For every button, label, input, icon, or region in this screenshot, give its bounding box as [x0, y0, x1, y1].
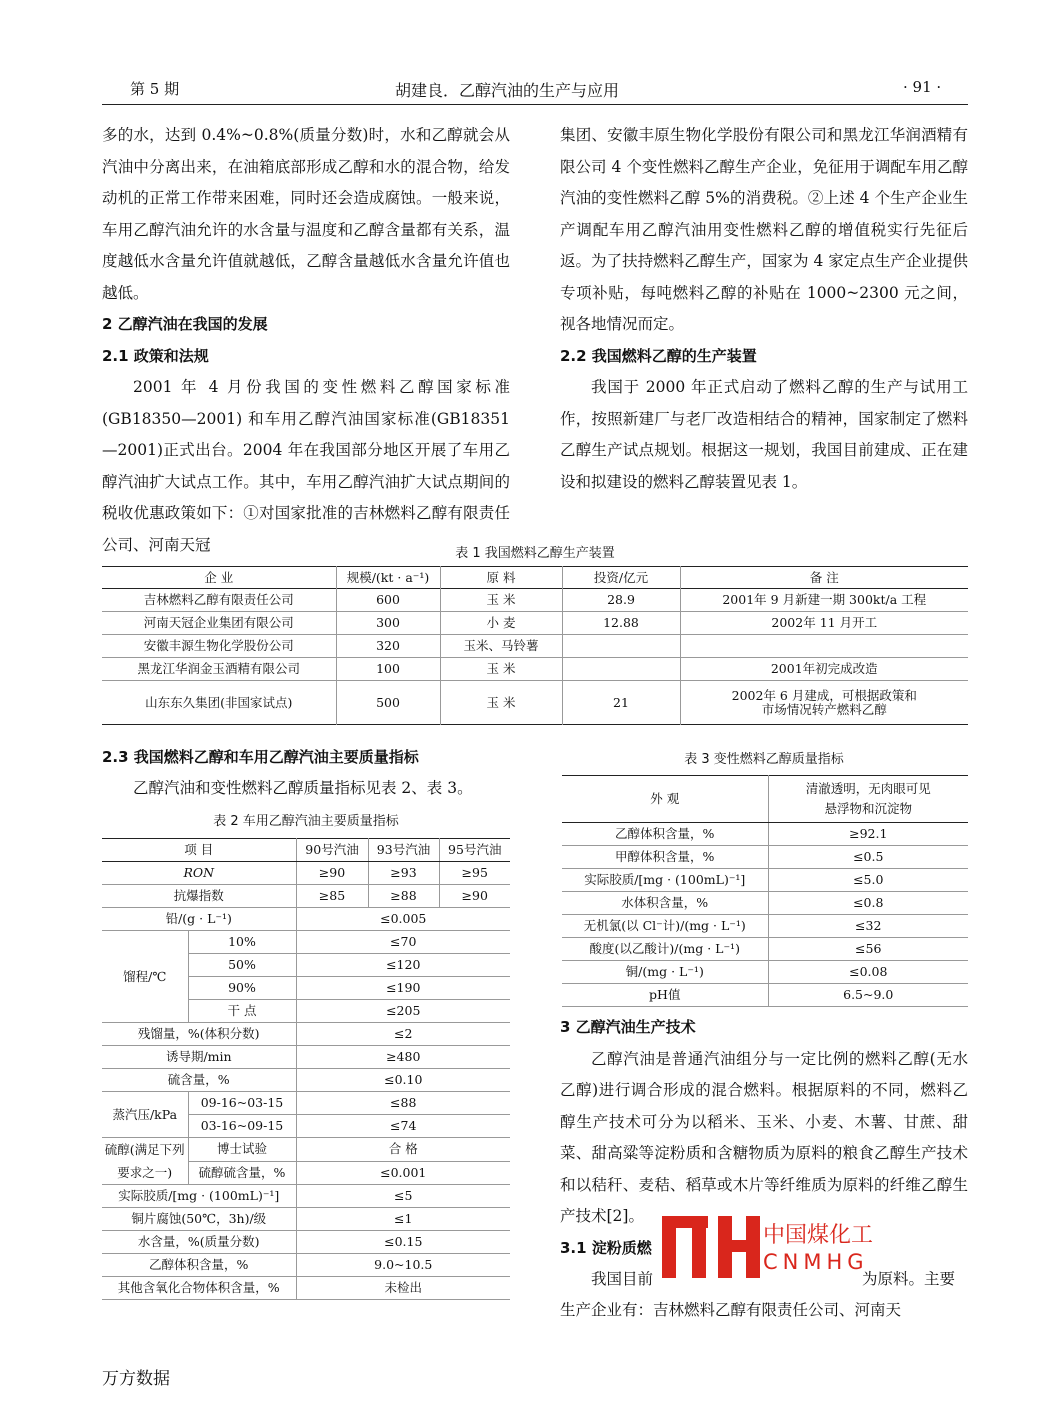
- watermark-logo: [658, 1214, 888, 1284]
- table-cell: 蒸汽压/kPa: [102, 1092, 188, 1138]
- table-cell: 黑龙江华润金玉酒精有限公司: [137, 661, 300, 676]
- table-row: [102, 635, 968, 658]
- paragraph-tax-policy: 集团、安徽丰原生物化学股份有限公司和黑龙江华润酒精有限公司 4 个变性燃料乙醇生产企业，免征用于调配车用乙醇汽油的变性燃料乙醇 5%的消费税。②上述 4 个生产企业生产调配车用乙醇汽油用变性燃料乙醇的增值税实行先征后返。为了扶持燃料乙醇生产，国家为 4 家定点生产企业提供专项补贴，每吨燃料乙醇的补贴在 1000~2300 元之间，视各地情况而定。: [560, 126, 968, 333]
- section-3-1-title: 3.1 淀粉质燃: [560, 1238, 652, 1257]
- table-cell: ≥93: [368, 862, 439, 885]
- section-2-title: 2 乙醇汽油在我国的发展: [102, 315, 268, 333]
- table-cell: 硫醇硫含量，%: [188, 1161, 296, 1185]
- table-row: [562, 984, 968, 1007]
- footer-source: 万方数据: [102, 1369, 170, 1389]
- table-cell: 玉 米: [440, 658, 562, 681]
- table-cell: 甲醇体积含量，%: [562, 846, 768, 869]
- table-cell: 合 格: [296, 1138, 510, 1162]
- table-cell: 300: [336, 612, 440, 635]
- table1-header: 投资/亿元: [562, 567, 680, 589]
- table-row: [102, 1023, 510, 1046]
- table-row: [102, 885, 510, 908]
- table-row: [102, 1254, 510, 1277]
- section-3-title: 3 乙醇汽油生产技术: [560, 1018, 696, 1036]
- table-cell: ≤0.10: [296, 1069, 510, 1092]
- table-cell: 乙醇体积含量，%: [562, 823, 768, 846]
- table-cell: ≥90: [439, 885, 510, 908]
- table-cell: [562, 635, 680, 658]
- table-cell: 硫醇(满足下列要求之一): [102, 1138, 188, 1185]
- table-cell: 硫含量，%: [102, 1069, 296, 1092]
- table2-caption: 表 2 车用乙醇汽油主要质量指标: [213, 814, 399, 829]
- table-row: [562, 776, 968, 823]
- table-cell: ≥92.1: [768, 823, 968, 846]
- table-cell: 铜/(mg · L⁻¹): [562, 961, 768, 984]
- table-cell: [562, 658, 680, 681]
- table-row: [102, 908, 510, 931]
- table-cell: 其他含氧化合物体积含量，%: [102, 1277, 296, 1300]
- table3: [562, 775, 968, 1007]
- table-cell: ≥90: [296, 862, 368, 885]
- section-2-2-title: 2.2 我国燃料乙醇的生产装置: [560, 346, 757, 365]
- table-cell: ≤56: [768, 938, 968, 961]
- table-cell: 实际胶质/[mg · (100mL)⁻¹]: [562, 869, 768, 892]
- table-cell: ≤120: [296, 954, 510, 977]
- table-cell: 100: [336, 658, 440, 681]
- running-title: 胡建良．乙醇汽油的生产与应用: [395, 81, 620, 100]
- table2-header: 90号汽油: [296, 839, 368, 862]
- table-cell: 无机氯(以 Cl⁻计)/(mg · L⁻¹): [562, 915, 768, 938]
- table-cell: 6.5~9.0: [768, 984, 968, 1007]
- table-cell: 玉 米: [440, 589, 562, 612]
- table-cell: ≤5: [296, 1185, 510, 1208]
- table-row: [562, 846, 968, 869]
- table-row: [562, 869, 968, 892]
- table-cell: 河南天冠企业集团有限公司: [143, 615, 294, 630]
- table-cell: ≥480: [296, 1046, 510, 1069]
- table-cell: 外 观: [562, 776, 768, 823]
- table-cell: 2002年 6 月建成，可根据政策和 市场情况转产燃料乙醇: [680, 681, 968, 725]
- right-column-top: [560, 120, 968, 498]
- table-cell: ≤70: [296, 931, 510, 954]
- table-row: [102, 862, 510, 885]
- table-cell: 诱导期/min: [102, 1046, 296, 1069]
- table-cell: 干 点: [188, 1000, 296, 1023]
- table-row: [102, 1046, 510, 1069]
- table-cell: 玉 米: [440, 681, 562, 725]
- table-cell: 残馏量，%(体积分数): [102, 1023, 296, 1046]
- table-cell: 实际胶质/[mg · (100mL)⁻¹]: [102, 1185, 296, 1208]
- table-row: [562, 915, 968, 938]
- text-fragment: 我国目前: [591, 1270, 654, 1288]
- table1: [102, 566, 968, 725]
- table-cell: ≤32: [768, 915, 968, 938]
- table-cell: 玉米、马铃薯: [440, 635, 562, 658]
- table-row: [562, 892, 968, 915]
- table-cell: ≤205: [296, 1000, 510, 1023]
- table-cell: pH值: [562, 984, 768, 1007]
- table1-header: 规模/(kt · a⁻¹): [336, 567, 440, 589]
- table1-caption: 表 1 我国燃料乙醇生产装置: [455, 546, 615, 561]
- table-cell: 500: [336, 681, 440, 725]
- table-cell: 安徽丰源生物化学股份公司: [143, 638, 294, 653]
- table-row: [102, 1138, 510, 1162]
- table-cell: 清澈透明，无肉眼可见 悬浮物和沉淀物: [768, 776, 968, 823]
- issue-number: 第 5 期: [130, 80, 180, 98]
- text-fragment: 为原料。主要: [862, 1270, 956, 1288]
- table-cell: 9.0~10.5: [296, 1254, 510, 1277]
- table-cell: 水含量，%(质量分数): [102, 1231, 296, 1254]
- watermark-cn-text: 中国煤化工: [763, 1223, 874, 1248]
- table-row: [102, 1231, 510, 1254]
- table2-header: 项 目: [102, 839, 296, 862]
- table2: [102, 838, 510, 1300]
- table-row: [102, 612, 968, 635]
- paragraph-production-units: 我国于 2000 年正式启动了燃料乙醇的生产与试用工作，按照新建厂与老厂改造相结合的精神，国家制定了燃料乙醇生产试点规划。根据这一规划，我国目前建成、正在建设和拟建设的燃料乙醇装置见表 1。: [560, 378, 968, 491]
- table1-header: 备 注: [680, 567, 968, 589]
- table-cell: 小 麦: [440, 612, 562, 635]
- table-row: [102, 1092, 510, 1115]
- table-row: [102, 931, 510, 954]
- paragraph-production-tech: 乙醇汽油是普通汽油组分与一定比例的燃料乙醇(无水乙醇)进行调合形成的混合燃料。根据原料的不同，燃料乙醇生产技术可分为以稻米、玉米、小麦、木薯、甘蔗、甜菜、甜高粱等淀粉质和含糖物质为原料的粮食乙醇生产技术和以秸秆、麦秸、稻草或木片等纤维质为原料的纤维乙醇生产技术[2]。: [560, 1049, 968, 1225]
- table-cell: 2001年初完成改造: [680, 658, 968, 681]
- table-cell: ≤0.08: [768, 961, 968, 984]
- table-cell: 21: [562, 681, 680, 725]
- watermark-en-text: CNMHG: [763, 1250, 869, 1274]
- table1-header: 原 料: [440, 567, 562, 589]
- table-cell: ≤74: [296, 1115, 510, 1138]
- header-rule: [102, 104, 968, 105]
- table-cell: ≥85: [296, 885, 368, 908]
- table3-caption: 表 3 变性燃料乙醇质量指标: [684, 752, 844, 767]
- table-cell: 09-16~03-15: [188, 1092, 296, 1115]
- table-cell: 12.88: [562, 612, 680, 635]
- paragraph-water-content: 多的水，达到 0.4%~0.8%(质量分数)时，水和乙醇就会从汽油中分离出来，在油箱底部形成乙醇和水的混合物，给发动机的正常工作带来困难，同时还会造成腐蚀。一般来说，车用乙醇汽油允许的水含量与温度和乙醇含量都有关系，温度越低水含量允许值就越低，乙醇含量越低水含量允许值也越低。: [102, 126, 510, 302]
- table2-header: 95号汽油: [439, 839, 510, 862]
- table-cell: 抗爆指数: [102, 885, 296, 908]
- table-cell: 320: [336, 635, 440, 658]
- table-row: [562, 823, 968, 846]
- table-row: [102, 681, 968, 725]
- table-cell: ≥95: [439, 862, 510, 885]
- table-cell: 90%: [188, 977, 296, 1000]
- table-cell: 03-16~09-15: [188, 1115, 296, 1138]
- table-cell: 2001年 9 月新建一期 300kt/a 工程: [680, 589, 968, 612]
- table-row: [102, 1069, 510, 1092]
- table-cell: 2002年 11 月开工: [680, 612, 968, 635]
- table-cell: ≤88: [296, 1092, 510, 1115]
- table-cell: 铅/(g · L⁻¹): [102, 908, 296, 931]
- table-cell: ≤0.5: [768, 846, 968, 869]
- table2-header: 93号汽油: [368, 839, 439, 862]
- table-cell: 水体积含量，%: [562, 892, 768, 915]
- table-cell: ≤190: [296, 977, 510, 1000]
- table-cell: 28.9: [562, 589, 680, 612]
- table-cell: 酸度(以乙酸计)/(mg · L⁻¹): [562, 938, 768, 961]
- paragraph-policy: 2001 年 4 月份我国的变性燃料乙醇国家标准(GB18350—2001) 和车用乙醇汽油国家标准(GB18351—2001)正式出台。2004 年在我国部分地区开展了车用乙醇汽油扩大试点工作。其中，车用乙醇汽油扩大试点期间的税收优惠政策如下：①对国家批准的吉林燃料乙醇有限责任公司、河南天冠: [102, 378, 510, 554]
- table-cell: ≥88: [368, 885, 439, 908]
- table-cell: 50%: [188, 954, 296, 977]
- table-cell: ≤0.005: [296, 908, 510, 931]
- table-cell: 未检出: [296, 1277, 510, 1300]
- table-cell: 博士试验: [188, 1138, 296, 1162]
- table-cell: ≤5.0: [768, 869, 968, 892]
- table-cell: ≤0.15: [296, 1231, 510, 1254]
- table-row: [102, 1277, 510, 1300]
- table-row: [562, 961, 968, 984]
- table-cell: ≤0.8: [768, 892, 968, 915]
- page-number: · 91 ·: [903, 78, 942, 96]
- table-cell: 600: [336, 589, 440, 612]
- table-cell: 铜片腐蚀(50℃，3h)/级: [102, 1208, 296, 1231]
- table-row: [562, 938, 968, 961]
- section-2-1-title: 2.1 政策和法规: [102, 346, 209, 365]
- table-cell: ≤0.001: [296, 1161, 510, 1185]
- table1-header: 企 业: [204, 569, 234, 585]
- table-cell: 吉林燃料乙醇有限责任公司: [143, 592, 294, 607]
- table-cell: 乙醇体积含量，%: [102, 1254, 296, 1277]
- left-column-top: [102, 120, 510, 561]
- table-cell: ≤2: [296, 1023, 510, 1046]
- table-row: [102, 1208, 510, 1231]
- table-row: [102, 658, 968, 681]
- section-2-3-title: 2.3 我国燃料乙醇和车用乙醇汽油主要质量指标: [102, 748, 419, 766]
- table-cell: 馏程/℃: [102, 931, 188, 1023]
- paragraph-starch-continued: 生产企业有：吉林燃料乙醇有限责任公司、河南天: [560, 1301, 902, 1319]
- table-cell: 山东东久集团(非国家试点): [145, 694, 293, 710]
- table-cell: [680, 635, 968, 658]
- table-cell: RON: [102, 862, 296, 885]
- table-cell: ≤1: [296, 1208, 510, 1231]
- table-row: [102, 1185, 510, 1208]
- paragraph-quality-intro: 乙醇汽油和变性燃料乙醇质量指标见表 2、表 3。: [133, 779, 473, 797]
- table-cell: 10%: [188, 931, 296, 954]
- table-row: [102, 589, 968, 612]
